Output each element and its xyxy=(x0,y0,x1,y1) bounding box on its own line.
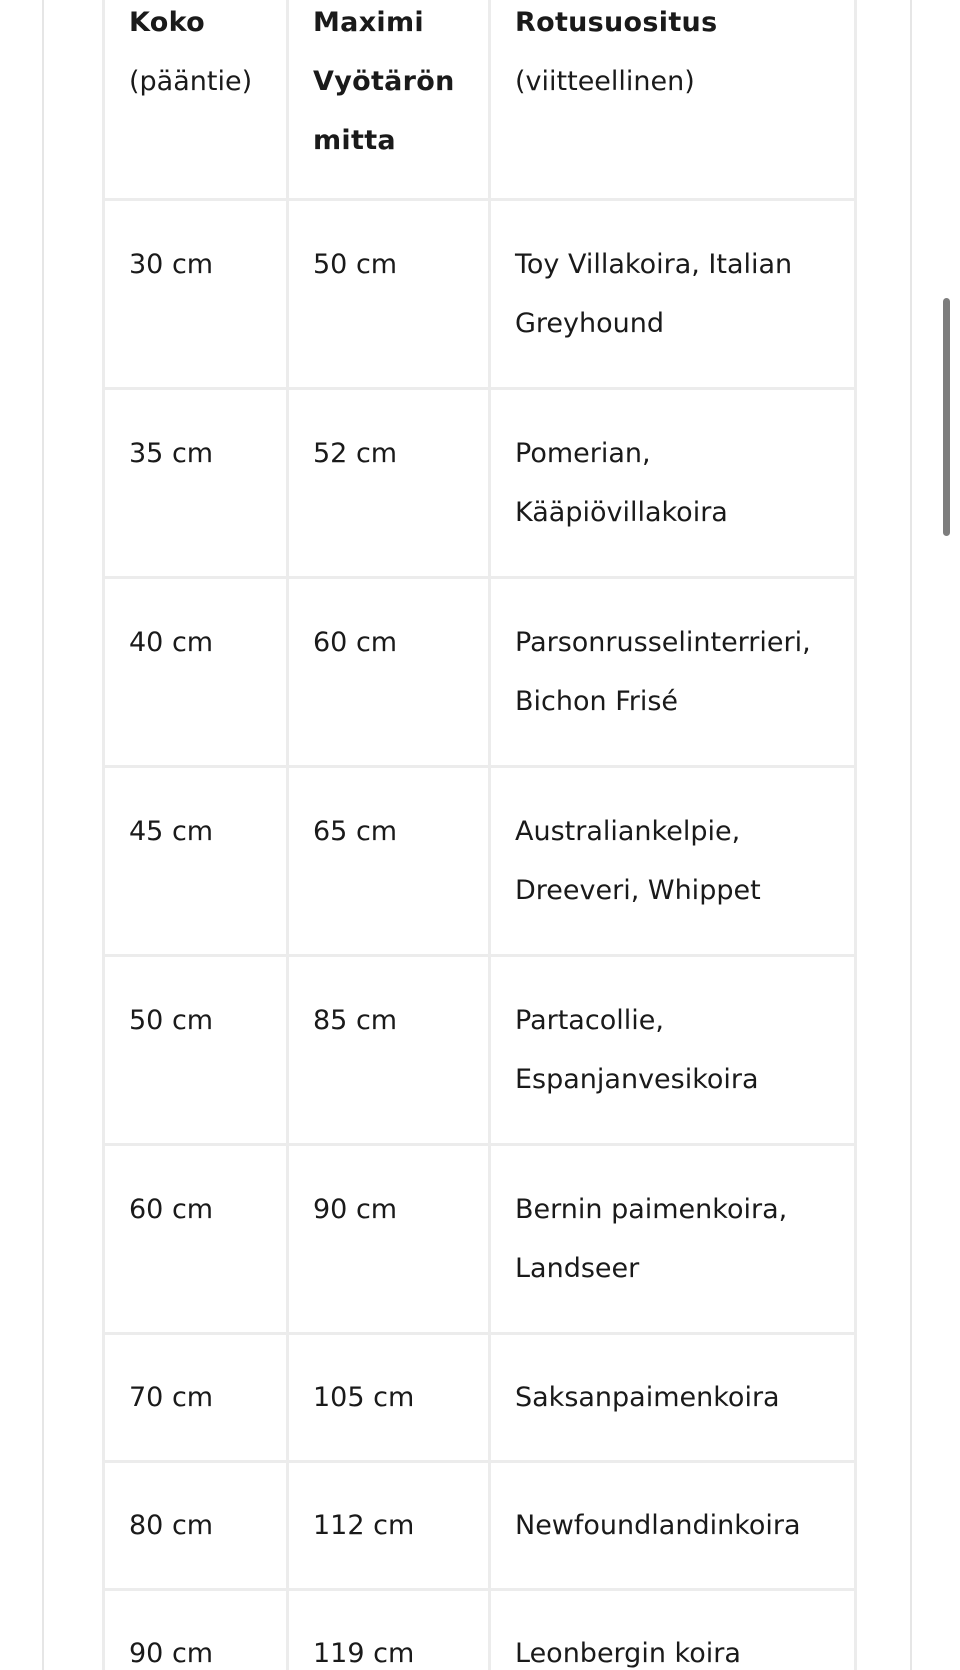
table-row xyxy=(104,1590,856,1670)
cell-waist: 90 cm xyxy=(288,1145,490,1334)
table-row xyxy=(104,956,856,1145)
cell-waist: 119 cm xyxy=(288,1590,490,1670)
cell-breeds: Bernin paimenkoira, Landseer xyxy=(490,1145,856,1334)
cell-breeds: Pomerian, Kääpiövillakoira xyxy=(490,389,856,578)
cell-size: 40 cm xyxy=(104,578,288,767)
table-row xyxy=(104,578,856,767)
cell-breeds: Toy Villakoira, Italian Greyhound xyxy=(490,200,856,389)
cell-waist: 52 cm xyxy=(288,389,490,578)
cell-size: 80 cm xyxy=(104,1462,288,1590)
cell-size: 35 cm xyxy=(104,389,288,578)
cell-breeds: Newfoundlandinkoira xyxy=(490,1462,856,1590)
header-size xyxy=(104,0,288,200)
header-size-subtitle: (pääntie) xyxy=(129,66,253,97)
cell-size: 70 cm xyxy=(104,1334,288,1462)
cell-waist: 60 cm xyxy=(288,578,490,767)
table-row xyxy=(104,1334,856,1462)
scrollbar-thumb[interactable] xyxy=(943,298,950,536)
cell-breeds: Leonbergin koira xyxy=(490,1590,856,1670)
table-row xyxy=(104,767,856,956)
size-chart-table xyxy=(102,0,857,1670)
cell-waist: 105 cm xyxy=(288,1334,490,1462)
cell-size: 45 cm xyxy=(104,767,288,956)
header-breed-title: Rotusuositus xyxy=(515,7,718,38)
cell-size: 90 cm xyxy=(104,1590,288,1670)
table-row xyxy=(104,1462,856,1590)
cell-breeds: Australiankelpie, Dreeveri, Whippet xyxy=(490,767,856,956)
cell-waist: 85 cm xyxy=(288,956,490,1145)
table-header-row xyxy=(104,0,856,200)
header-breed-subtitle: (viitteellinen) xyxy=(515,66,695,97)
header-breed xyxy=(490,0,856,200)
cell-size: 60 cm xyxy=(104,1145,288,1334)
cell-waist: 50 cm xyxy=(288,200,490,389)
cell-breeds: Saksanpaimenkoira xyxy=(490,1334,856,1462)
table-row xyxy=(104,1145,856,1334)
table-row xyxy=(104,200,856,389)
cell-breeds: Partacollie, Espanjanvesikoira xyxy=(490,956,856,1145)
header-waist-title: Maximi Vyötärön mitta xyxy=(313,7,455,156)
cell-size: 30 cm xyxy=(104,200,288,389)
cell-breeds: Parsonrusselinterrieri, Bichon Frisé xyxy=(490,578,856,767)
header-size-title: Koko xyxy=(129,7,205,38)
table-row xyxy=(104,389,856,578)
header-waist xyxy=(288,0,490,200)
cell-waist: 65 cm xyxy=(288,767,490,956)
cell-waist: 112 cm xyxy=(288,1462,490,1590)
cell-size: 50 cm xyxy=(104,956,288,1145)
